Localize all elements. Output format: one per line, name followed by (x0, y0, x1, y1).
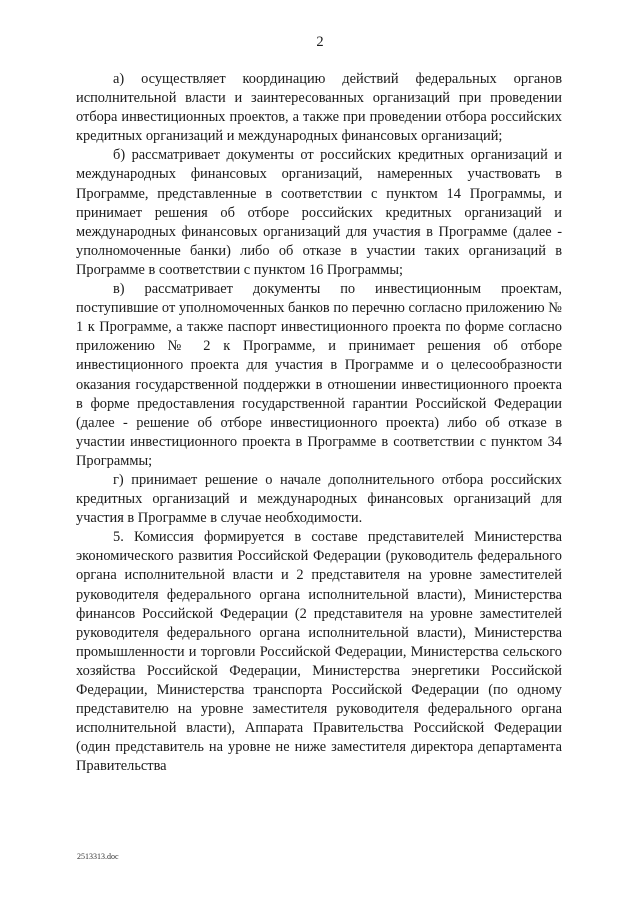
paragraph-clause-5: 5. Комиссия формируется в составе представителей Министерства экономического развития Российской Федерации (руководитель федерального органа исполнительной власти и 2 представителя на уровне заместителей руководителя федерального органа исполнительной власти), Министерства финансов Российской Федерации (2 представителя на уровне заместителей руководителя федерального органа исполнительной власти), Министерства промышленности и торговли Российской Федерации, Министерства сельского хозяйства Российской Федерации, Министерства энергетики Российской Федерации, Министерства транспорта Российской Федерации (по одному представителю на уровне заместителя руководителя федерального органа исполнительной власти), Аппарата Правительства Российской Федерации (один представитель на уровне не ниже заместителя директора департамента Правительства (76, 529, 562, 775)
paragraph-item-v: в) рассматривает документы по инвестиционным проектам, поступившие от уполномоченных банков по перечню согласно приложению № 1 к Программе, а также паспорт инвестиционного проекта по форме согласно приложению № 2 к Программе, и принимает решения об отборе инвестиционного проекта для участия в Программе и о целесообразности оказания государственной поддержки в отношении инвестиционного проекта в форме предоставления государственной гарантии Российской Федерации (далее - решение об отборе инвестиционного проекта) либо об отказе в участии инвестиционного проекта в Программе в соответствии с пунктом 34 Программы; (76, 281, 562, 469)
document-code-footer: 2513313.doc (77, 852, 119, 861)
page-number: 2 (316, 34, 324, 50)
document-body (76, 70, 562, 776)
paragraph-item-b: б) рассматривает документы от российских кредитных организаций и международных финансовых организаций, намеренных участвовать в Программе, представленные в соответствии с пунктом 14 Программы, и принимает решения об отборе российских кредитных организаций и международных финансовых организаций для участия в Программе (далее - уполномоченные банки) либо об отказе в участии таких организаций в Программе в соответствии с пунктом 16 Программы; (76, 147, 562, 278)
paragraph-item-g: г) принимает решение о начале дополнительного отбора российских кредитных организаций и международных финансовых организаций для участия в Программе в случае необходимости. (76, 471, 562, 527)
paragraph-item-a: а) осуществляет координацию действий федеральных органов исполнительной власти и заинтересованных организаций при проведении отбора инвестиционных проектов, а также при проведении отбора российских кредитных организаций и международных финансовых организаций; (76, 71, 562, 145)
